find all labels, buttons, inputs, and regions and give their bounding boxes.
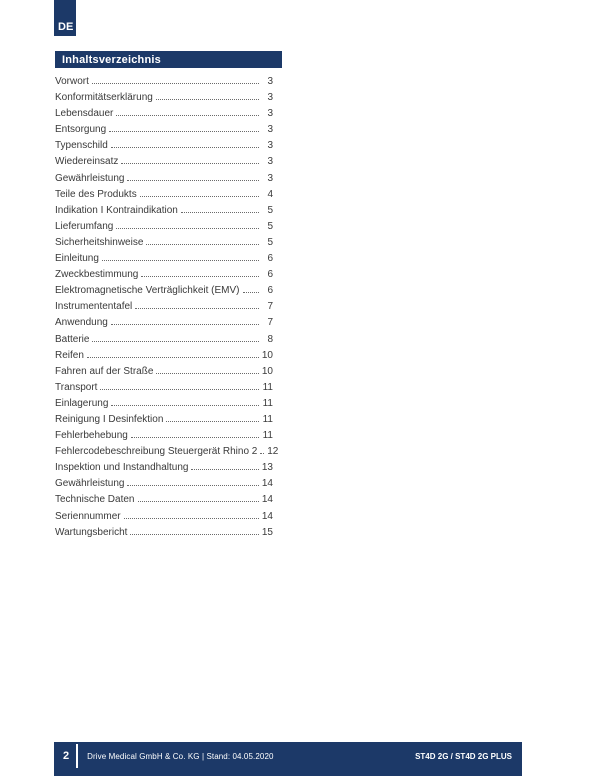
toc-entry-title: Seriennummer xyxy=(55,510,121,522)
toc-row xyxy=(55,396,273,412)
toc-dotted-leader xyxy=(130,534,259,535)
toc-dotted-leader xyxy=(127,180,259,181)
toc-page-number: 11 xyxy=(262,430,273,442)
toc-page-number: 4 xyxy=(267,188,273,200)
footer-divider xyxy=(76,744,78,768)
toc-page-number: 3 xyxy=(267,140,273,152)
toc-row xyxy=(55,364,273,380)
toc-row xyxy=(55,380,273,396)
toc-entry-title: Technische Daten xyxy=(55,494,135,506)
toc-entry-title: Gewährleistung xyxy=(55,172,125,184)
toc-dotted-leader xyxy=(140,196,259,197)
toc-dotted-leader xyxy=(109,131,259,132)
toc-entry-title: Konformitätserklärung xyxy=(55,92,153,104)
toc-page-number: 10 xyxy=(261,365,273,377)
toc-page-number: 14 xyxy=(261,510,273,522)
toc-page-number: 3 xyxy=(267,92,273,104)
toc-entry-title: Elektromagnetische Verträglichkeit (EMV) xyxy=(55,285,240,297)
toc-dotted-leader xyxy=(146,244,259,245)
toc-page-number: 6 xyxy=(267,269,273,281)
toc-row xyxy=(55,219,273,235)
toc-row xyxy=(55,509,273,525)
toc-entry-title: Fahren auf der Straße xyxy=(55,365,154,377)
toc-dotted-leader xyxy=(141,276,259,277)
language-tab-label: DE xyxy=(58,21,74,33)
toc-row xyxy=(55,315,273,331)
toc-entry-title: Lebensdauer xyxy=(55,108,114,120)
toc-entry-title: Fehlerbehebung xyxy=(55,430,128,442)
toc-row xyxy=(55,332,273,348)
toc-dotted-leader xyxy=(156,99,259,100)
toc-page-number: 5 xyxy=(267,204,273,216)
toc-entry-title: Reinigung I Desinfektion xyxy=(55,413,164,425)
toc-entry-title: Lieferumfang xyxy=(55,220,114,232)
toc-page-number: 14 xyxy=(261,494,273,506)
toc-page-number: 11 xyxy=(262,397,273,409)
toc-row xyxy=(55,138,273,154)
toc-dotted-leader xyxy=(124,518,259,519)
toc-entry-title: Wartungsbericht xyxy=(55,526,128,538)
toc-entry-title: Indikation I Kontraindikation xyxy=(55,204,178,216)
toc-row xyxy=(55,492,273,508)
toc-dotted-leader xyxy=(156,373,259,374)
toc-page-number: 3 xyxy=(267,172,273,184)
language-tab xyxy=(54,0,76,36)
toc-dotted-leader xyxy=(102,260,259,261)
toc-dotted-leader xyxy=(111,405,259,406)
toc-entry-title: Sicherheitshinweise xyxy=(55,236,144,248)
toc-page-number: 11 xyxy=(262,381,273,393)
toc-entry-title: Wiedereinsatz xyxy=(55,156,119,168)
toc-entry-title: Teile des Produkts xyxy=(55,188,137,200)
toc-page-number: 15 xyxy=(261,526,273,538)
toc-dotted-leader xyxy=(111,324,259,325)
toc-page-number: 3 xyxy=(267,124,273,136)
toc-dotted-leader xyxy=(135,308,259,309)
toc-page-number: 14 xyxy=(261,478,273,490)
toc-entry-title: Anwendung xyxy=(55,317,108,329)
footer-product-text: ST4D 2G / ST4D 2G PLUS xyxy=(415,751,512,761)
toc-page-number: 6 xyxy=(267,285,273,297)
toc-page-number: 8 xyxy=(267,333,273,345)
footer-page-number: 2 xyxy=(63,750,70,762)
toc-row xyxy=(55,203,273,219)
toc-entry-title: Entsorgung xyxy=(55,124,107,136)
toc-dotted-leader xyxy=(166,421,259,422)
toc-row xyxy=(55,525,273,541)
footer-publisher-text: Drive Medical GmbH & Co. KG | Stand: 04.05.2020 xyxy=(87,751,274,761)
toc-page-number: 11 xyxy=(262,413,273,425)
toc-dotted-leader xyxy=(100,389,259,390)
toc-page-number: 3 xyxy=(267,156,273,168)
toc-row xyxy=(55,299,273,315)
toc-page-number: 13 xyxy=(261,462,273,474)
toc-dotted-leader xyxy=(116,115,259,116)
toc-page-number: 12 xyxy=(267,446,279,458)
toc-row xyxy=(55,251,273,267)
toc-entry-title: Inspektion und Instandhaltung xyxy=(55,462,189,474)
toc-header-title: Inhaltsverzeichnis xyxy=(62,53,161,66)
toc-row xyxy=(55,267,273,283)
toc-row xyxy=(55,476,273,492)
footer-bar xyxy=(54,742,522,776)
toc-row xyxy=(55,106,273,122)
toc-entry-title: Fehlercodebeschreibung Steuergerät Rhino 2 xyxy=(55,446,258,458)
toc-page-number: 10 xyxy=(261,349,273,361)
toc-dotted-leader xyxy=(116,228,259,229)
toc-row xyxy=(55,154,273,170)
toc-page-number: 3 xyxy=(267,76,273,87)
toc-row xyxy=(55,74,273,90)
toc-dotted-leader xyxy=(131,437,259,438)
toc-entry-title: Transport xyxy=(55,381,98,393)
toc-entry-title: Zweckbestimmung xyxy=(55,269,139,281)
toc-entry-title: Vorwort xyxy=(55,76,89,87)
toc-dotted-leader xyxy=(181,212,259,213)
toc-entry-title: Reifen xyxy=(55,349,84,361)
toc-row xyxy=(55,348,273,364)
toc-page-number: 5 xyxy=(267,236,273,248)
toc-entry-title: Einleitung xyxy=(55,253,99,265)
toc-row xyxy=(55,444,279,460)
toc-header-bar xyxy=(55,51,282,68)
toc-list xyxy=(55,74,279,541)
toc-dotted-leader xyxy=(127,485,259,486)
toc-entry-title: Typenschild xyxy=(55,140,108,152)
toc-entry-title: Batterie xyxy=(55,333,90,345)
toc-page-number: 5 xyxy=(267,220,273,232)
toc-dotted-leader xyxy=(138,501,260,502)
toc-dotted-leader xyxy=(87,357,259,358)
toc-row xyxy=(55,235,273,251)
toc-page-number: 6 xyxy=(267,253,273,265)
toc-row xyxy=(55,283,273,299)
toc-entry-title: Einlagerung xyxy=(55,397,109,409)
toc-dotted-leader xyxy=(111,147,259,148)
toc-row xyxy=(55,90,273,106)
toc-entry-title: Instrumententafel xyxy=(55,301,133,313)
toc-entry-title: Gewährleistung xyxy=(55,478,125,490)
toc-page-number: 3 xyxy=(267,108,273,120)
toc-dotted-leader xyxy=(243,292,259,293)
toc-row xyxy=(55,460,273,476)
toc-page-number: 7 xyxy=(267,301,273,313)
toc-row xyxy=(55,171,273,187)
toc-row xyxy=(55,428,273,444)
toc-row xyxy=(55,412,273,428)
toc-dotted-leader xyxy=(191,469,259,470)
toc-dotted-leader xyxy=(92,83,259,84)
toc-page-number: 7 xyxy=(267,317,273,329)
toc-row xyxy=(55,187,273,203)
toc-dotted-leader xyxy=(121,163,259,164)
toc-row xyxy=(55,122,273,138)
toc-dotted-leader xyxy=(260,453,264,454)
toc-dotted-leader xyxy=(92,341,259,342)
